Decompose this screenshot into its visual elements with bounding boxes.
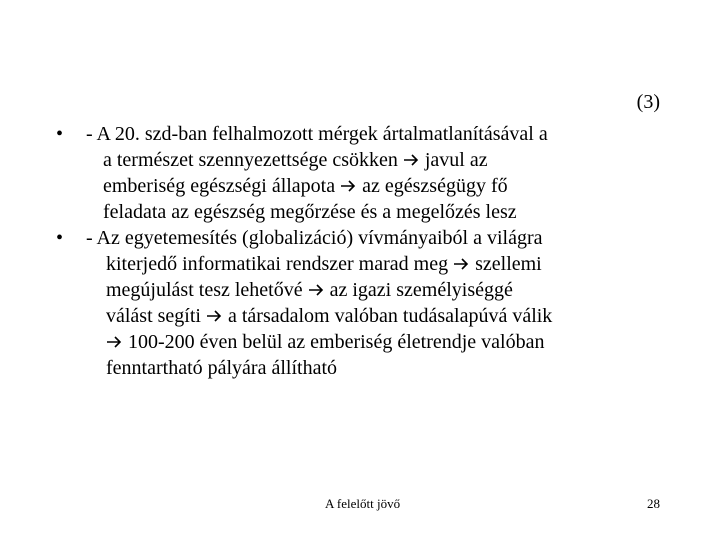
bullet-text: emberiség egészségi állapota — [103, 175, 341, 197]
page-number: 28 — [647, 496, 660, 511]
bullet-text: kiterjedő informatikai rendszer marad meg — [106, 253, 454, 275]
bullet-line — [56, 277, 668, 303]
bullet-text: válást segíti — [106, 305, 206, 327]
bullet-text: az igazi személyiséggé — [324, 279, 513, 301]
bullet-line — [56, 355, 668, 381]
arrow-right-icon — [453, 256, 469, 272]
bullet-line — [56, 121, 668, 147]
bullet-text: - A 20. szd-ban felhalmozott mérgek ártalmatlanításával a — [86, 123, 548, 145]
bullet-line — [56, 199, 668, 225]
bullet-line — [56, 251, 668, 277]
footer-title: A felelőtt jövő — [325, 496, 401, 511]
bullet-text: szellemi — [470, 253, 542, 275]
bullet-text: 100-200 éven belül az emberiség életrendje valóban — [123, 331, 545, 353]
bullet-item — [56, 121, 668, 225]
bullet-line — [56, 147, 668, 173]
bullet-line — [56, 173, 668, 199]
arrow-right-icon — [403, 152, 419, 168]
bullet-line — [56, 225, 668, 251]
bullet-text: fenntartható pályára állítható — [106, 357, 338, 379]
bullet-text: - Az egyetemesítés (globalizáció) vívmányaiból a világra — [86, 227, 543, 249]
bullet-text: a természet szennyezettsége csökken — [103, 149, 403, 171]
bullet-list — [56, 121, 668, 381]
bullet-text: javul az — [419, 149, 488, 171]
arrow-right-icon — [340, 178, 356, 194]
bullet-line — [56, 329, 668, 355]
arrow-right-icon — [206, 308, 222, 324]
bullet-marker: • — [56, 123, 64, 145]
bullet-text: a társadalom valóban tudásalapúvá válik — [222, 305, 553, 327]
arrow-right-icon — [106, 334, 122, 350]
bullet-marker: • — [56, 227, 64, 249]
bullet-item — [56, 225, 668, 381]
arrow-right-icon — [308, 282, 324, 298]
bullet-text: megújulást tesz lehetővé — [106, 279, 308, 301]
bullet-text: az egészségügy fő — [357, 175, 508, 197]
section-number: (3) — [636, 91, 660, 113]
bullet-line — [56, 303, 668, 329]
bullet-text: feladata az egészség megőrzése és a megelőzés lesz — [103, 201, 517, 223]
